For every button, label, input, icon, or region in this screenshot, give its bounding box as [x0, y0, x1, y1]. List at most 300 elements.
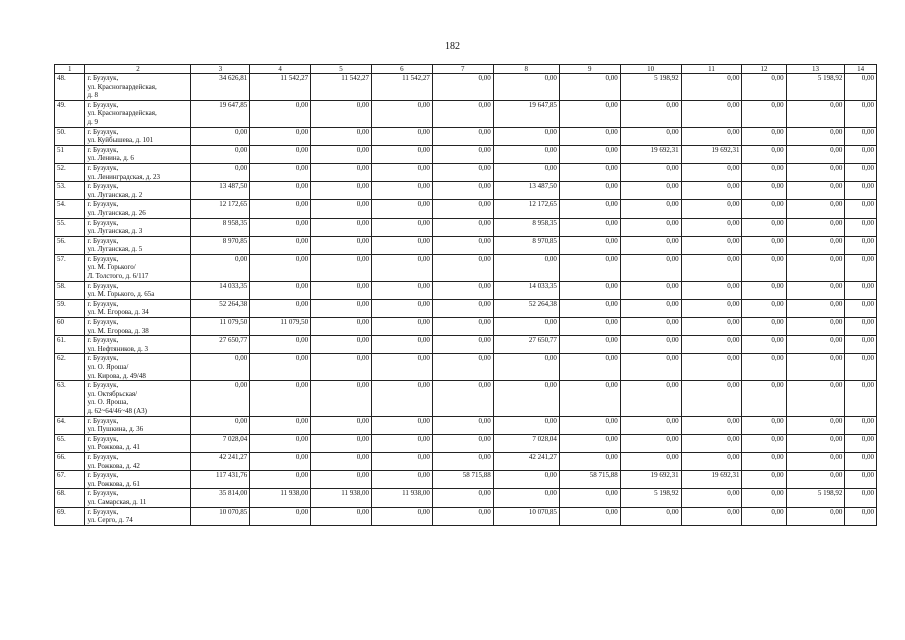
value-cell: 0,00 — [311, 100, 372, 127]
value-cell: 0,00 — [371, 100, 432, 127]
value-cell: 0,00 — [432, 507, 493, 525]
value-cell: 0,00 — [559, 74, 620, 101]
value-cell: 14 033,35 — [493, 281, 559, 299]
value-cell: 27 650,77 — [191, 336, 250, 354]
column-header: 6 — [371, 65, 432, 74]
value-cell: 0,00 — [620, 236, 681, 254]
value-cell: 0,00 — [786, 299, 845, 317]
column-header: 13 — [786, 65, 845, 74]
address-line: г. Бузулук, — [87, 74, 119, 82]
value-cell: 52 264,38 — [191, 299, 250, 317]
value-cell: 0,00 — [371, 318, 432, 336]
row-number-cell: 53. — [55, 182, 85, 200]
value-cell: 0,00 — [845, 145, 877, 163]
value-cell: 0,00 — [432, 74, 493, 101]
value-cell: 0,00 — [559, 434, 620, 452]
value-cell: 7 028,04 — [493, 434, 559, 452]
value-cell: 19 692,31 — [620, 145, 681, 163]
address-line: ул. Кирова, д. 49/48 — [87, 371, 146, 380]
value-cell: 0,00 — [742, 489, 786, 507]
value-cell: 0,00 — [432, 354, 493, 381]
table-row — [55, 200, 877, 218]
address-line: г. Бузулук, — [87, 381, 119, 390]
column-header: 2 — [85, 65, 191, 74]
value-cell: 7 028,04 — [191, 434, 250, 452]
value-cell: 0,00 — [559, 318, 620, 336]
value-cell: 0,00 — [371, 336, 432, 354]
value-cell: 5 198,92 — [620, 489, 681, 507]
value-cell: 0,00 — [559, 254, 620, 281]
value-cell: 0,00 — [371, 145, 432, 163]
value-cell: 0,00 — [191, 127, 250, 145]
row-number-cell: 67. — [55, 471, 85, 489]
value-cell: 0,00 — [681, 354, 742, 381]
value-cell: 0,00 — [432, 100, 493, 127]
table-body — [55, 74, 877, 526]
value-cell: 0,00 — [681, 336, 742, 354]
value-cell: 0,00 — [311, 182, 372, 200]
value-cell: 0,00 — [681, 100, 742, 127]
value-cell: 0,00 — [681, 381, 742, 416]
address-line: ул. Луганская, д. 2 — [87, 190, 143, 199]
value-cell: 0,00 — [786, 336, 845, 354]
value-cell: 13 487,50 — [191, 182, 250, 200]
value-cell: 0,00 — [250, 336, 311, 354]
table-row — [55, 218, 877, 236]
value-cell: 0,00 — [559, 489, 620, 507]
value-cell: 35 814,00 — [191, 489, 250, 507]
value-cell: 0,00 — [845, 318, 877, 336]
value-cell: 0,00 — [559, 145, 620, 163]
table-row — [55, 236, 877, 254]
address-cell — [85, 471, 191, 489]
value-cell: 0,00 — [786, 127, 845, 145]
address-cell — [85, 218, 191, 236]
value-cell: 0,00 — [559, 507, 620, 525]
value-cell: 0,00 — [681, 163, 742, 181]
value-cell: 0,00 — [311, 416, 372, 434]
value-cell: 0,00 — [493, 163, 559, 181]
column-header: 7 — [432, 65, 493, 74]
address-line: г. Бузулук, — [87, 507, 119, 516]
value-cell: 58 715,88 — [559, 471, 620, 489]
value-cell: 0,00 — [432, 145, 493, 163]
value-cell: 0,00 — [786, 200, 845, 218]
value-cell: 0,00 — [559, 281, 620, 299]
row-number-cell: 59. — [55, 299, 85, 317]
value-cell: 0,00 — [681, 200, 742, 218]
address-line: г. Бузулук, — [87, 452, 119, 461]
value-cell: 0,00 — [559, 218, 620, 236]
table-row — [55, 299, 877, 317]
address-cell — [85, 489, 191, 507]
value-cell: 0,00 — [786, 381, 845, 416]
address-line: ул. М. Горького, д. 65а — [87, 290, 155, 299]
value-cell: 0,00 — [559, 299, 620, 317]
value-cell: 0,00 — [311, 336, 372, 354]
row-number-cell: 58. — [55, 281, 85, 299]
value-cell: 0,00 — [559, 416, 620, 434]
value-cell: 0,00 — [311, 145, 372, 163]
value-cell: 11 079,50 — [250, 318, 311, 336]
column-header: 14 — [845, 65, 877, 74]
data-table — [54, 64, 877, 526]
address-cell — [85, 281, 191, 299]
value-cell: 0,00 — [786, 318, 845, 336]
value-cell: 0,00 — [742, 218, 786, 236]
page-number: 182 — [445, 41, 460, 52]
value-cell: 0,00 — [311, 381, 372, 416]
address-line: г. Бузулук, — [87, 145, 119, 154]
value-cell: 0,00 — [250, 471, 311, 489]
value-cell: 0,00 — [559, 200, 620, 218]
address-line: ул. М. Горького/ — [87, 263, 136, 272]
value-cell: 0,00 — [845, 163, 877, 181]
table-row — [55, 434, 877, 452]
value-cell: 0,00 — [742, 74, 786, 101]
row-number-cell: 48. — [55, 74, 85, 101]
value-cell: 0,00 — [742, 182, 786, 200]
value-cell: 0,00 — [620, 281, 681, 299]
address-cell — [85, 100, 191, 127]
address-cell — [85, 381, 191, 416]
value-cell: 0,00 — [493, 127, 559, 145]
value-cell: 0,00 — [493, 416, 559, 434]
address-line: г. Бузулук, — [87, 236, 119, 245]
value-cell: 19 647,85 — [493, 100, 559, 127]
table-row — [55, 489, 877, 507]
value-cell: 0,00 — [742, 145, 786, 163]
value-cell: 11 938,00 — [371, 489, 432, 507]
value-cell: 0,00 — [250, 381, 311, 416]
table-row — [55, 163, 877, 181]
address-line: д. 62~64/46~48 (А3) — [87, 406, 147, 415]
value-cell: 11 542,27 — [371, 74, 432, 101]
value-cell: 0,00 — [742, 200, 786, 218]
row-number-cell: 54. — [55, 200, 85, 218]
value-cell: 0,00 — [681, 182, 742, 200]
value-cell: 5 198,92 — [786, 74, 845, 101]
value-cell: 0,00 — [742, 100, 786, 127]
value-cell: 14 033,35 — [191, 281, 250, 299]
column-header: 5 — [311, 65, 372, 74]
value-cell: 0,00 — [250, 354, 311, 381]
value-cell: 0,00 — [742, 471, 786, 489]
column-header: 1 — [55, 65, 85, 74]
address-line: ул. Ленинградская, д. 23 — [87, 172, 160, 181]
value-cell: 0,00 — [311, 299, 372, 317]
value-cell: 0,00 — [371, 434, 432, 452]
row-number-cell: 57. — [55, 254, 85, 281]
value-cell: 0,00 — [742, 163, 786, 181]
address-cell — [85, 336, 191, 354]
value-cell: 0,00 — [742, 299, 786, 317]
value-cell: 0,00 — [371, 507, 432, 525]
value-cell: 0,00 — [371, 281, 432, 299]
value-cell: 0,00 — [786, 281, 845, 299]
table-row — [55, 100, 877, 127]
value-cell: 0,00 — [681, 299, 742, 317]
value-cell: 0,00 — [559, 354, 620, 381]
value-cell: 0,00 — [681, 236, 742, 254]
address-line: г. Бузулук, — [87, 281, 119, 290]
value-cell: 0,00 — [250, 434, 311, 452]
value-cell: 0,00 — [250, 281, 311, 299]
value-cell: 58 715,88 — [432, 471, 493, 489]
value-cell: 0,00 — [786, 236, 845, 254]
value-cell: 0,00 — [432, 336, 493, 354]
value-cell: 0,00 — [742, 354, 786, 381]
value-cell: 8 958,35 — [191, 218, 250, 236]
address-line: г. Бузулук, — [87, 489, 119, 498]
address-line: г. Бузулук, — [87, 354, 119, 363]
address-line: г. Бузулук, — [87, 127, 119, 136]
value-cell: 0,00 — [311, 163, 372, 181]
value-cell: 0,00 — [681, 416, 742, 434]
value-cell: 0,00 — [432, 163, 493, 181]
address-line: ул. Пушкина, д. 36 — [87, 425, 144, 434]
value-cell: 0,00 — [250, 127, 311, 145]
address-line: г. Бузулук, — [87, 163, 119, 172]
value-cell: 0,00 — [191, 354, 250, 381]
address-line: д. 9 — [87, 117, 98, 126]
value-cell: 0,00 — [250, 100, 311, 127]
row-number-cell: 50. — [55, 127, 85, 145]
value-cell: 13 487,50 — [493, 182, 559, 200]
value-cell: 19 692,31 — [681, 471, 742, 489]
value-cell: 0,00 — [311, 281, 372, 299]
row-number-cell: 69. — [55, 507, 85, 525]
value-cell: 0,00 — [845, 200, 877, 218]
value-cell: 0,00 — [681, 281, 742, 299]
value-cell: 0,00 — [786, 254, 845, 281]
value-cell: 11 542,27 — [311, 74, 372, 101]
row-number-cell: 52. — [55, 163, 85, 181]
value-cell: 0,00 — [681, 318, 742, 336]
address-line: д. 8 — [87, 91, 98, 100]
value-cell: 0,00 — [432, 434, 493, 452]
value-cell: 0,00 — [559, 236, 620, 254]
value-cell: 0,00 — [371, 163, 432, 181]
address-line: ул. О. Яроша/ — [87, 363, 129, 371]
value-cell: 0,00 — [493, 354, 559, 381]
table-row — [55, 507, 877, 525]
value-cell: 0,00 — [845, 254, 877, 281]
value-cell: 0,00 — [620, 218, 681, 236]
table-row — [55, 127, 877, 145]
value-cell: 42 241,27 — [191, 452, 250, 470]
address-line: ул. М. Егорова, д. 38 — [87, 326, 149, 335]
value-cell: 0,00 — [786, 100, 845, 127]
value-cell: 0,00 — [742, 254, 786, 281]
address-line: г. Бузулук, — [87, 318, 119, 327]
value-cell: 0,00 — [493, 74, 559, 101]
value-cell: 0,00 — [371, 299, 432, 317]
value-cell: 0,00 — [845, 452, 877, 470]
table-row — [55, 416, 877, 434]
value-cell: 0,00 — [311, 318, 372, 336]
address-cell — [85, 434, 191, 452]
value-cell: 0,00 — [845, 218, 877, 236]
value-cell: 0,00 — [559, 381, 620, 416]
value-cell: 0,00 — [786, 452, 845, 470]
address-cell — [85, 74, 191, 101]
value-cell: 0,00 — [620, 182, 681, 200]
value-cell: 11 079,50 — [191, 318, 250, 336]
value-cell: 0,00 — [191, 254, 250, 281]
value-cell: 8 958,35 — [493, 218, 559, 236]
column-header: 4 — [250, 65, 311, 74]
value-cell: 0,00 — [311, 254, 372, 281]
value-cell: 0,00 — [845, 471, 877, 489]
value-cell: 0,00 — [371, 182, 432, 200]
value-cell: 0,00 — [432, 236, 493, 254]
value-cell: 0,00 — [250, 200, 311, 218]
row-number-cell: 60 — [55, 318, 85, 336]
value-cell: 0,00 — [311, 200, 372, 218]
value-cell: 42 241,27 — [493, 452, 559, 470]
column-header: 9 — [559, 65, 620, 74]
value-cell: 0,00 — [559, 163, 620, 181]
value-cell: 0,00 — [845, 299, 877, 317]
header-row — [55, 65, 877, 74]
value-cell: 0,00 — [371, 452, 432, 470]
address-cell — [85, 254, 191, 281]
address-cell — [85, 507, 191, 525]
value-cell: 0,00 — [432, 200, 493, 218]
value-cell: 0,00 — [250, 299, 311, 317]
value-cell: 0,00 — [371, 127, 432, 145]
value-cell: 0,00 — [250, 416, 311, 434]
value-cell: 0,00 — [250, 145, 311, 163]
value-cell: 0,00 — [311, 471, 372, 489]
value-cell: 0,00 — [493, 254, 559, 281]
value-cell: 0,00 — [250, 163, 311, 181]
value-cell: 0,00 — [845, 507, 877, 525]
value-cell: 0,00 — [432, 299, 493, 317]
value-cell: 52 264,38 — [493, 299, 559, 317]
column-header: 3 — [191, 65, 250, 74]
table-row — [55, 74, 877, 101]
row-number-cell: 65. — [55, 434, 85, 452]
column-header: 11 — [681, 65, 742, 74]
value-cell: 0,00 — [559, 127, 620, 145]
column-header: 10 — [620, 65, 681, 74]
value-cell: 0,00 — [620, 254, 681, 281]
value-cell: 0,00 — [786, 182, 845, 200]
address-line: ул. Луганская, д. 26 — [87, 208, 146, 217]
value-cell: 0,00 — [311, 434, 372, 452]
value-cell: 11 938,00 — [311, 489, 372, 507]
address-cell — [85, 299, 191, 317]
value-cell: 0,00 — [250, 254, 311, 281]
address-line: г. Бузулук, — [87, 218, 119, 227]
value-cell: 0,00 — [371, 354, 432, 381]
value-cell: 0,00 — [786, 471, 845, 489]
address-cell — [85, 145, 191, 163]
address-line: Л. Толстого, д. 6/117 — [87, 272, 149, 281]
address-line: г. Бузулук, — [87, 254, 119, 263]
value-cell: 0,00 — [371, 254, 432, 281]
value-cell: 0,00 — [432, 254, 493, 281]
value-cell: 0,00 — [620, 127, 681, 145]
value-cell: 0,00 — [493, 318, 559, 336]
value-cell: 8 970,85 — [191, 236, 250, 254]
value-cell: 0,00 — [742, 416, 786, 434]
address-line: ул. Куйбышева, д. 101 — [87, 136, 154, 145]
value-cell: 0,00 — [620, 416, 681, 434]
value-cell: 19 692,31 — [620, 471, 681, 489]
value-cell: 0,00 — [845, 354, 877, 381]
row-number-cell: 66. — [55, 452, 85, 470]
value-cell: 0,00 — [371, 381, 432, 416]
row-number-cell: 51 — [55, 145, 85, 163]
value-cell: 0,00 — [250, 236, 311, 254]
value-cell: 0,00 — [681, 452, 742, 470]
value-cell: 0,00 — [742, 507, 786, 525]
value-cell: 11 938,00 — [250, 489, 311, 507]
address-line: ул. М. Егорова, д. 34 — [87, 308, 149, 317]
value-cell: 0,00 — [493, 381, 559, 416]
address-cell — [85, 236, 191, 254]
value-cell: 0,00 — [845, 381, 877, 416]
value-cell: 0,00 — [432, 489, 493, 507]
value-cell: 0,00 — [311, 218, 372, 236]
table-row — [55, 145, 877, 163]
row-number-cell: 55. — [55, 218, 85, 236]
address-line: г. Бузулук, — [87, 434, 119, 443]
value-cell: 0,00 — [681, 507, 742, 525]
value-cell: 0,00 — [311, 127, 372, 145]
address-cell — [85, 200, 191, 218]
value-cell: 0,00 — [786, 507, 845, 525]
value-cell: 0,00 — [559, 336, 620, 354]
row-number-cell: 64. — [55, 416, 85, 434]
address-line: ул. Октябрьская/ — [87, 389, 138, 398]
value-cell: 0,00 — [559, 452, 620, 470]
value-cell: 0,00 — [493, 145, 559, 163]
value-cell: 0,00 — [742, 281, 786, 299]
value-cell: 0,00 — [620, 381, 681, 416]
address-line: ул. Рожкова, д. 41 — [87, 443, 140, 452]
value-cell: 0,00 — [786, 416, 845, 434]
value-cell: 0,00 — [620, 100, 681, 127]
value-cell: 0,00 — [432, 182, 493, 200]
value-cell: 0,00 — [432, 127, 493, 145]
value-cell: 27 650,77 — [493, 336, 559, 354]
value-cell: 0,00 — [742, 336, 786, 354]
address-line: ул. Красногвардейская, — [87, 82, 157, 91]
address-line: г. Бузулук, — [87, 100, 119, 109]
value-cell: 0,00 — [681, 218, 742, 236]
table-row — [55, 354, 877, 381]
value-cell: 0,00 — [742, 127, 786, 145]
value-cell: 0,00 — [620, 200, 681, 218]
row-number-cell: 68. — [55, 489, 85, 507]
value-cell: 0,00 — [620, 507, 681, 525]
value-cell: 0,00 — [620, 318, 681, 336]
value-cell: 0,00 — [620, 299, 681, 317]
value-cell: 0,00 — [681, 254, 742, 281]
value-cell: 0,00 — [559, 182, 620, 200]
address-cell — [85, 452, 191, 470]
value-cell: 0,00 — [845, 100, 877, 127]
address-line: г. Бузулук, — [87, 182, 119, 191]
address-line: г. Бузулук, — [87, 471, 119, 480]
address-line: г. Бузулук, — [87, 336, 119, 345]
value-cell: 12 172,65 — [493, 200, 559, 218]
value-cell: 0,00 — [620, 354, 681, 381]
